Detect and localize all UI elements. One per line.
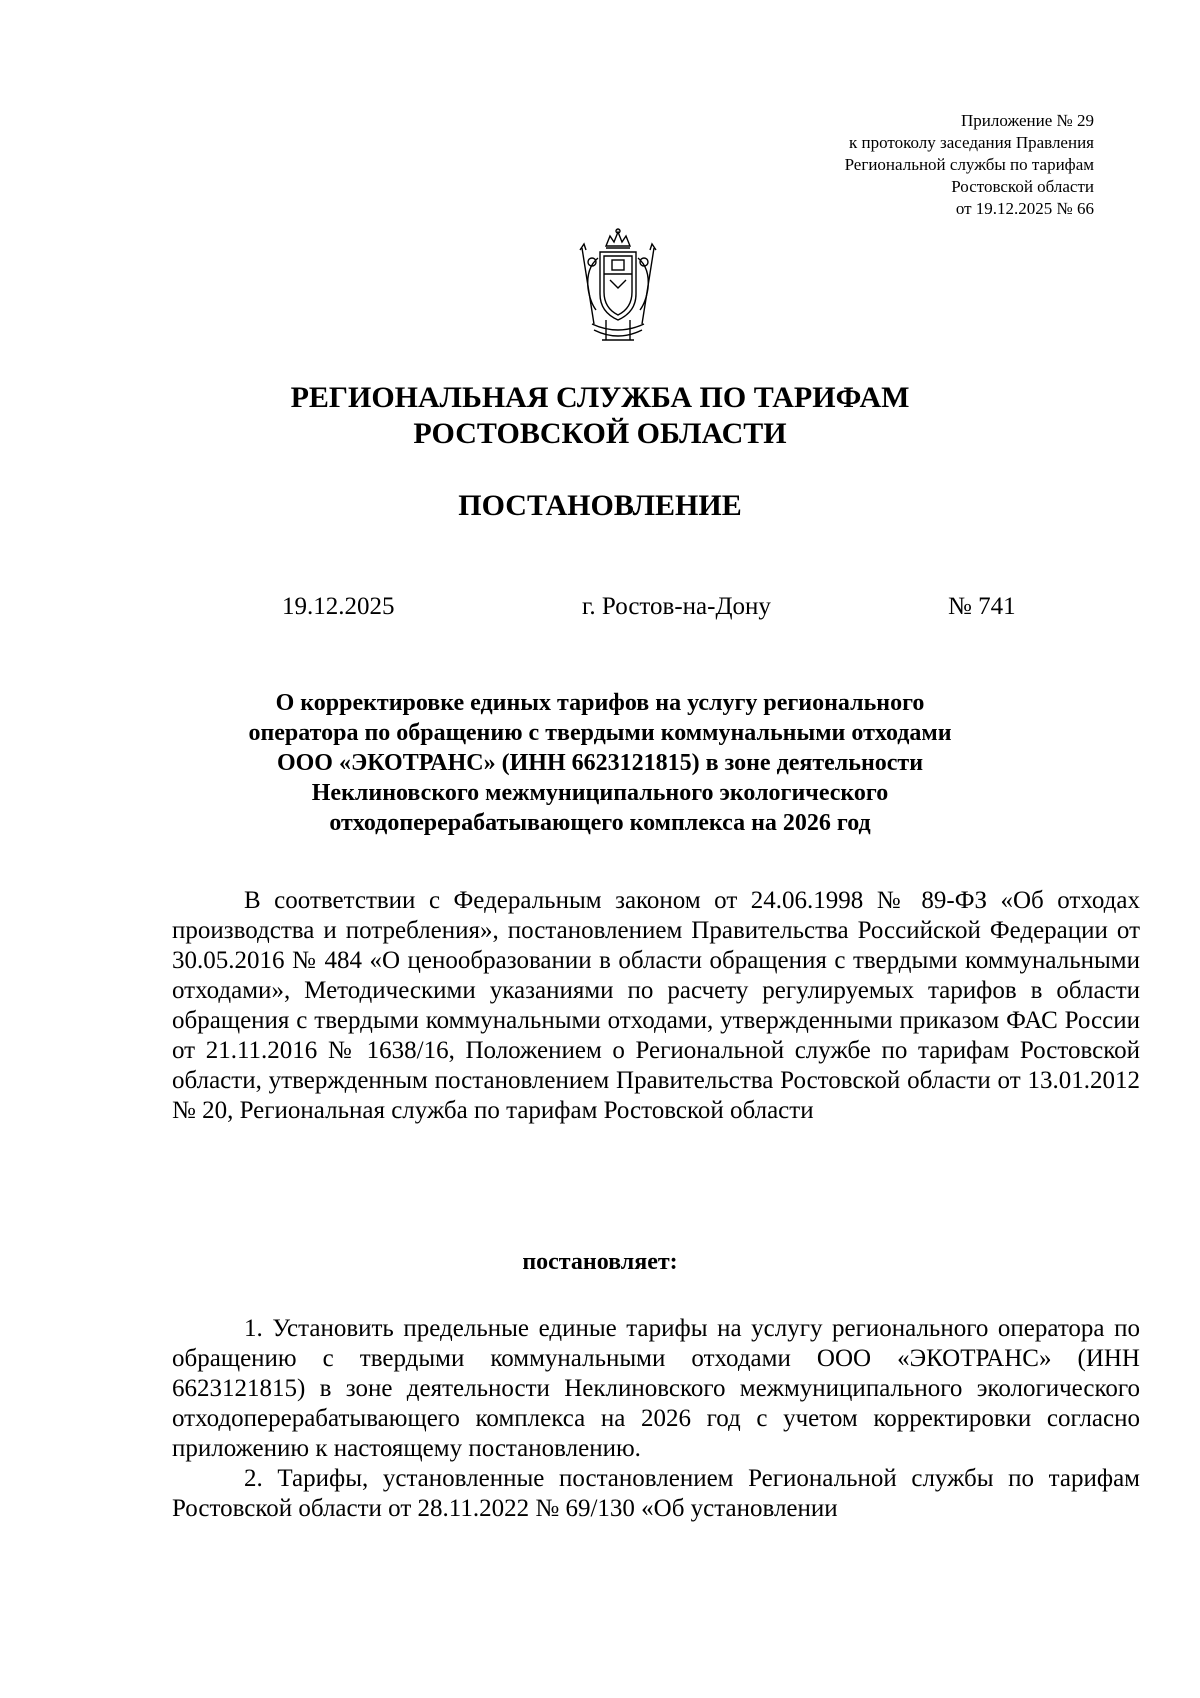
title-line: оператора по обращению с твердыми коммунальными отходами (248, 720, 952, 746)
document-title (150, 688, 1050, 838)
document-date: 19.12.2025 (282, 593, 395, 620)
agency-name (100, 380, 1100, 452)
attachment-line: от 19.12.2025 № 66 (955, 199, 1094, 218)
resolution-item: 2. Тарифы, установленные постановлением Региональной службы по тарифам Ростовской области от 28.11.2022 № 69/130 «Об установлении (172, 1465, 1140, 1522)
resolves-heading: постановляет: (522, 1249, 678, 1275)
title-line: ООО «ЭКОТРАНС» (ИНН 6623121815) в зоне деятельности (276, 750, 924, 776)
preamble-paragraph (172, 886, 1140, 1126)
attachment-line: Приложение № 29 (961, 111, 1094, 130)
agency-name-line: РОСТОВСКОЙ ОБЛАСТИ (413, 417, 787, 450)
document-type: ПОСТАНОВЛЕНИЕ (458, 489, 742, 522)
title-line: Неклиновского межмуниципального экологического (311, 780, 889, 806)
document-number: № 741 (948, 593, 1016, 620)
resolution-items (172, 1314, 1140, 1524)
agency-name-line: РЕГИОНАЛЬНАЯ СЛУЖБА ПО ТАРИФАМ (290, 381, 910, 414)
attachment-line: Ростовской области (951, 177, 1094, 196)
attachment-note (574, 110, 1094, 220)
resolution-item: 1. Установить предельные единые тарифы на услугу регионального оператора по обращению с твердыми коммунальными отходами ООО «ЭКОТРАНС» (ИНН 6623121815) в зоне деятельности Неклиновского межмуниципального экологического отходоперерабатывающего комплекса на 2026 год с учетом корректировки согласно приложению к настоящему постановлению. (172, 1315, 1140, 1462)
preamble-text: В соответствии с Федеральным законом от 24.06.1998 № 89-ФЗ «Об отходах производства и потребления», постановлением Правительства Российской Федерации от 30.05.2016 № 484 «О ценообразовании в области обращения с твердыми коммунальными отходами», Методическими указаниями по расчету регулируемых тарифов в области обращения с твердыми коммунальными отходами, утвержденными приказом ФАС России от 21.11.2016 № 1638/16, Положением о Региональной службе по тарифам Ростовской области, утвержденным постановлением Правительства Ростовской области от 13.01.2012 № 20, Региональная служба по тарифам Ростовской области (172, 887, 1140, 1124)
coat-of-arms-icon (572, 228, 664, 346)
title-line: отходоперерабатывающего комплекса на 2026 год (329, 810, 871, 836)
document-city: г. Ростов-на-Дону (582, 593, 771, 620)
attachment-line: к протоколу заседания Правления (849, 133, 1094, 152)
attachment-line: Региональной службы по тарифам (844, 155, 1094, 174)
title-line: О корректировке единых тарифов на услугу регионального (275, 690, 925, 716)
